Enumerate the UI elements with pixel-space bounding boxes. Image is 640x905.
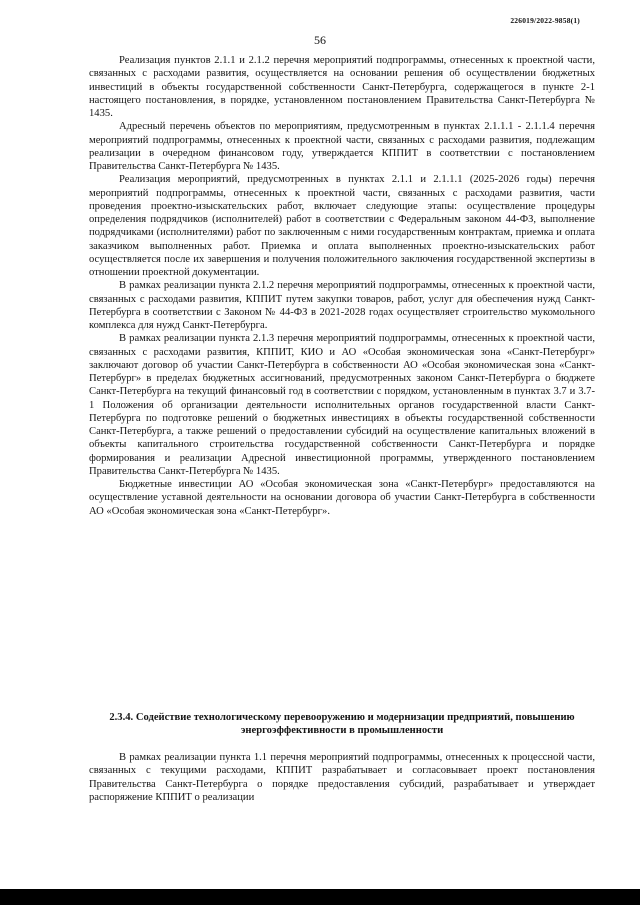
paragraph: В рамках реализации пункта 2.1.3 перечня мероприятий подпрограммы, отнесенных к проектной части, связанных с расходами развития, КППИТ, КИО и АО «Особая экономическая зона «Санкт-Петербург» заключают договор об участии Санкт-Петербурга в собственности АО «Особая экономическая зона «Санкт-Петербург» в пределах бюджетных ассигнований, предусмотренных законом Санкт-Петербурга о бюджете Санкт-Петербурга на текущий финансовый год в соответствии с порядком, установленным в пунктах 3.7 и 3.7-1 Положения об организации деятельности исполнительных органов государственной власти Санкт-Петербурга по подготовке решений о бюджетных инвестициях в объекты государственной собственности Санкт-Петербурга, а также решений о предоставлении субсидий на осуществление капитальных вложений в объекты капитального строительства государственной собственности Санкт-Петербурга и порядке формирования и реализации Адресной инвестиционной программы, утвержденного постановлением Правительства Санкт-Петербурга № 1435. xyxy=(89,333,595,477)
section-body-text xyxy=(89,751,595,804)
paragraph: Реализация пунктов 2.1.1 и 2.1.2 перечня мероприятий подпрограммы, отнесенных к проектной части, связанных с расходами развития, осуществляется на основании решения об осуществлении бюджетных инвестиций в объекты государственной собственности Санкт-Петербурга, содержащегося в пункте 2-1 настоящего постановления, в порядке, установленном постановлением Правительства Санкт-Петербурга № 1435. xyxy=(89,55,595,119)
document-id: 226019/2022-9858(1) xyxy=(510,16,580,25)
page-number: 56 xyxy=(314,33,326,47)
paragraph: Бюджетные инвестиции АО «Особая экономическая зона «Санкт-Петербург» предоставляются на осуществление уставной деятельности на основании договора об участии Санкт-Петербурга в собственности АО «Особая экономическая зона «Санкт-Петербург». xyxy=(89,479,595,517)
paragraph: В рамках реализации пункта 1.1 перечня мероприятий подпрограммы, отнесенных к процессной части, связанных с текущими расходами, КППИТ разрабатывает и согласовывает проект постановления Правительства Санкт-Петербурга о порядке предоставления субсидий, разрабатывает и утверждает распоряжение КППИТ о реализации xyxy=(89,752,595,803)
paragraph: Адресный перечень объектов по мероприятиям, предусмотренным в пунктах 2.1.1.1 - 2.1.1.4 перечня мероприятий подпрограммы, отнесенных к проектной части, связанных с расходами развития, подлежащим реализации в очередном финансовом году, утверждается КППИТ в соответствии с постановлением Правительства Санкт-Петербурга № 1435. xyxy=(89,121,595,172)
paragraph: Реализация мероприятий, предусмотренных в пунктах 2.1.1 и 2.1.1.1 (2025-2026 годы) перечня мероприятий подпрограммы, отнесенных к проектной части, связанных с расходами развития, части проведения проектно-изыскательских работ, включает следующие этапы: осуществление процедуры определения подрядчиков (исполнителей) работ в соответствии с Федеральным законом 44-ФЗ, выполнение подрядчиками (исполнителями) работ по заключенным с ними государственным контрактам, приемка и оплата заказчиком выполненных работ. Приемка и оплата выполненных проектно-изыскательских работ осуществляется после их завершения и получения положительного заключения государственной экспертизы в отношении проектной документации. xyxy=(89,174,595,278)
paragraph: В рамках реализации пункта 2.1.2 перечня мероприятий подпрограммы, отнесенных к проектной части, связанных с расходами развития, КППИТ путем закупки товаров, работ, услуг для обеспечения нужд Санкт-Петербурга в соответствии с Законом № 44-ФЗ в 2021-2028 годах осуществляет строительство мукомольного комплекса для нужд Санкт-Петербурга. xyxy=(89,280,595,331)
body-text xyxy=(89,54,595,518)
scan-border xyxy=(0,889,640,905)
section-heading: 2.3.4. Содействие технологическому перевооружению и модернизации предприятий, повышению энергоэффективности в промышленности xyxy=(109,712,575,737)
